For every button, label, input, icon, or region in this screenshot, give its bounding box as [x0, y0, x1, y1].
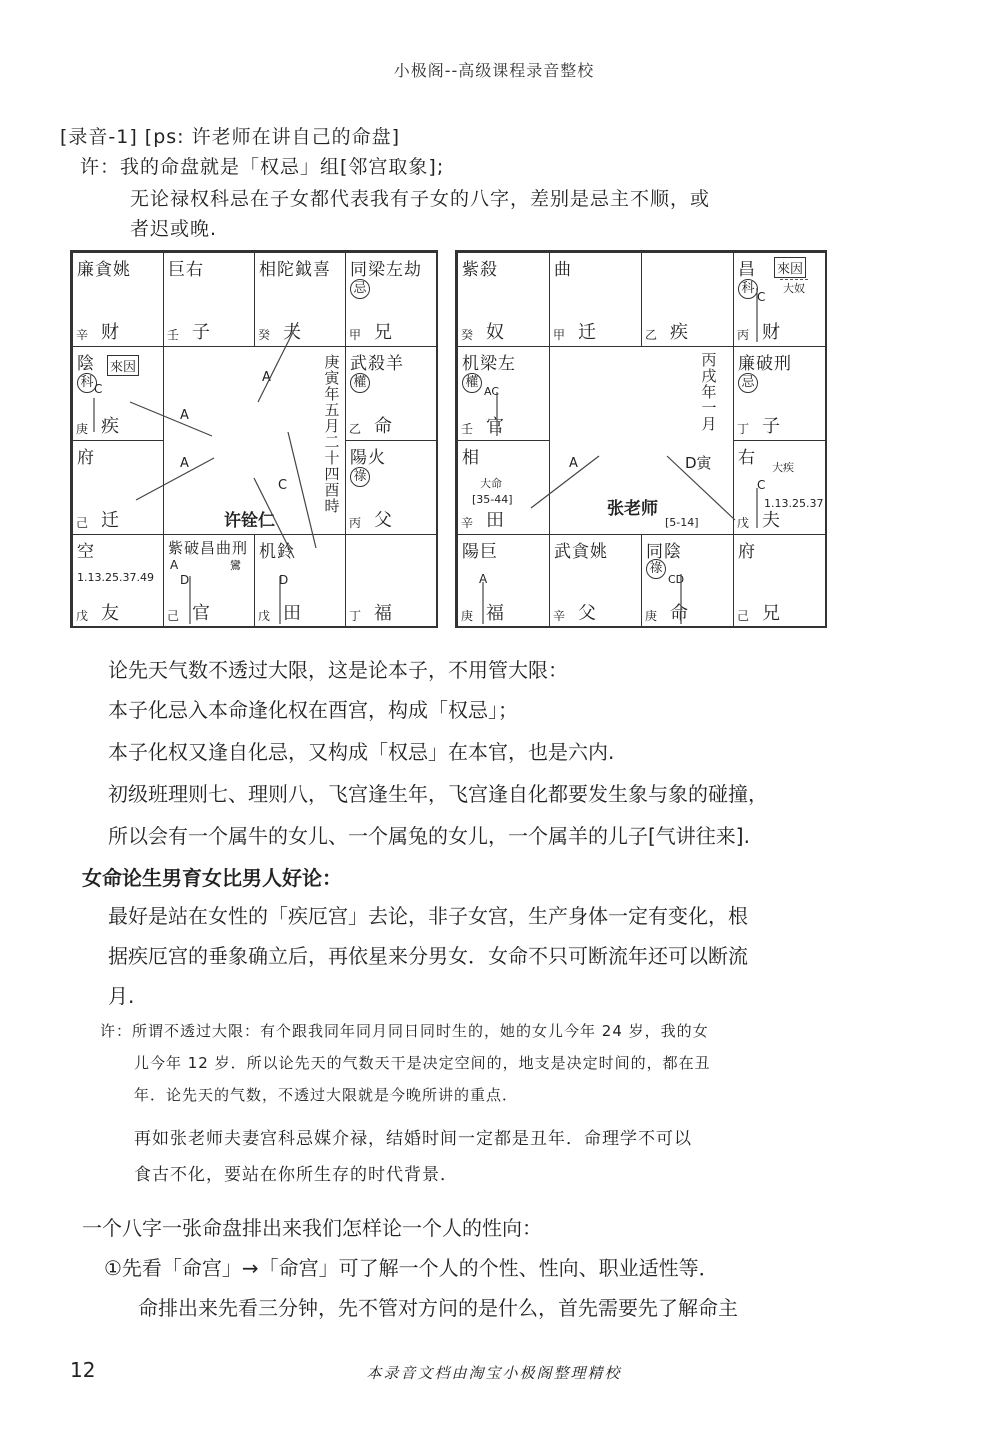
- page-number: 12: [70, 1358, 96, 1382]
- cell-palace: 财: [762, 322, 780, 343]
- cell-stars: 陽火: [350, 448, 386, 468]
- cell-palace: 福: [374, 603, 392, 624]
- chart-left-letter: A: [170, 558, 179, 572]
- cell-palace: 友: [101, 603, 119, 624]
- cell-stars: 机梁左: [462, 354, 516, 374]
- cell-palace: 奴: [486, 322, 504, 343]
- cell-stem: 丙: [349, 516, 362, 530]
- cell-stars: 武貪姚: [554, 542, 608, 562]
- body-p1: 论先天气数不透过大限，这是论本子，不用管大限：: [108, 658, 568, 682]
- body-p6: 最好是站在女性的「疾厄宫」去论，非子女宫，生产身体一定有变化，根: [108, 904, 748, 928]
- cell-palace: 疾: [101, 416, 119, 437]
- intro-line-4: 者迟或晚.: [130, 218, 218, 240]
- cell-stars: 紫破昌曲刑: [168, 539, 249, 557]
- chart-left-letter: A: [180, 408, 189, 423]
- hua-ke-icon: 科: [738, 279, 758, 299]
- chart-left-letter: D: [279, 573, 289, 587]
- cell-note: CD: [668, 573, 685, 586]
- cell-stem: 辛: [461, 516, 474, 530]
- cell-dashed-label: 大奴: [780, 279, 808, 296]
- cell-stars: 空: [77, 542, 95, 562]
- chart-left-letter: A: [180, 456, 189, 471]
- intro-line-2: 许：我的命盘就是「权忌」组[邻宫取象];: [80, 156, 445, 178]
- chart-left-date: 庚寅年五月二十四酉時: [324, 353, 340, 515]
- cell-dashed-label: 大命: [480, 477, 502, 490]
- note-line-3: 年．论先天的气数，不透过大限就是今晚所讲的重点．: [134, 1086, 519, 1104]
- cell-stars: 右: [738, 448, 756, 468]
- cell-stars: 机鈴: [259, 542, 295, 562]
- chart-right-letter: C: [757, 290, 766, 304]
- body-p3: 本子化权又逢自化忌，又构成「权忌」在本官，也是六内.: [108, 740, 615, 764]
- cell-palace: 兄: [374, 322, 392, 343]
- body-p2: 本子化忌入本命逢化权在酉宫，构成「权忌」；: [108, 698, 518, 722]
- body-p11: 命排出来先看三分钟，先不管对方问的是什么，首先需要先了解命主: [138, 1296, 738, 1320]
- chart-left-name: 许铨仁: [224, 511, 275, 531]
- cell-stem: 乙: [349, 422, 362, 436]
- cell-stem: 壬: [167, 328, 180, 342]
- footer-text: 本录音文档由淘宝小极阁整理精校: [366, 1364, 622, 1382]
- cell-palace: 田: [283, 603, 301, 624]
- cell-palace: 田: [486, 510, 504, 531]
- cell-palace: 官: [486, 416, 504, 437]
- chart-right-date-2: D寅: [685, 454, 712, 472]
- cell-stem: 丙: [737, 328, 750, 342]
- cell-sub: 鸞: [230, 559, 241, 572]
- cell-stem: 己: [167, 609, 180, 623]
- cell-stem: 甲: [553, 328, 566, 342]
- chart-left-letter: D: [180, 573, 190, 587]
- cell-box-label: 來因: [107, 355, 139, 376]
- body-p8: 月.: [108, 984, 135, 1008]
- chart-right-arrows: [457, 252, 829, 630]
- chart-right-letter: A: [479, 572, 488, 586]
- cell-palace: 父: [578, 603, 596, 624]
- cell-stem: 己: [76, 516, 89, 530]
- cell-note: 1.13.25.37.49: [77, 571, 154, 584]
- cell-stem: 辛: [76, 328, 89, 342]
- cell-stars: 同梁左劫: [350, 260, 422, 280]
- chart-right: [455, 250, 827, 628]
- hua-quan-icon: 權: [350, 373, 370, 393]
- chart-left-arrows: [72, 252, 440, 630]
- hua-ji-icon: 忌: [350, 279, 370, 299]
- cell-palace: 迁: [101, 510, 119, 531]
- note-line-1: 许：所谓不透过大限：有个跟我同年同月同日同时生的，她的女儿今年 24 岁，我的女: [100, 1022, 709, 1040]
- body-p4: 初级班理则七、理则八，飞宫逢生年，飞宫逢自化都要发生象与象的碰撞，: [108, 782, 768, 806]
- cell-stars: 同陰: [646, 542, 682, 562]
- cell-stars: 昌: [738, 260, 756, 280]
- cell-palace: 迁: [578, 322, 596, 343]
- cell-stem: 庚: [76, 422, 89, 436]
- cell-box-label: 來因: [774, 257, 806, 278]
- cell-stars: 廉貪姚: [77, 260, 131, 280]
- cell-stem: 癸: [461, 328, 474, 342]
- cell-palace: 命: [374, 416, 392, 437]
- hua-lu-icon: 祿: [350, 467, 370, 487]
- cell-stars: 紫殺: [462, 260, 498, 280]
- cell-stars: 巨右: [168, 260, 204, 280]
- intro-line-1: [录音-1] [ps: 许老师在讲自己的命盘]: [60, 126, 401, 148]
- cell-palace: 财: [101, 322, 119, 343]
- chart-right-letter: A: [569, 456, 578, 471]
- cell-note: 1.13.25.37: [764, 497, 824, 510]
- cell-palace: 夫: [283, 322, 301, 343]
- cell-stars: 廉破刑: [738, 354, 792, 374]
- chart-right-letter: C: [757, 478, 766, 492]
- chart-left-letter: A: [262, 370, 271, 385]
- cell-palace: 兄: [762, 603, 780, 624]
- cell-stars: 陽巨: [462, 542, 498, 562]
- cell-stem: 癸: [258, 328, 271, 342]
- cell-stem: 戊: [258, 609, 271, 623]
- body-p9: 一个八字一张命盘排出来我们怎样论一个人的性向：: [82, 1216, 542, 1240]
- chart-right-name: 张老师: [607, 499, 658, 519]
- body-p10: ①先看「命宫」→「命宫」可了解一个人的个性、性向、职业适性等．: [104, 1256, 719, 1280]
- cell-stem: 乙: [645, 328, 658, 342]
- cell-palace: 子: [762, 416, 780, 437]
- cell-stem: 丁: [737, 422, 750, 436]
- chart-left-letter: C: [94, 382, 103, 396]
- chart-right-range: [5-14]: [665, 516, 699, 529]
- intro-line-3: 无论禄权科忌在子女都代表我有子女的八字，差别是忌主不顺，或: [130, 188, 711, 210]
- cell-stem: 戊: [737, 516, 750, 530]
- cell-palace: 父: [374, 510, 392, 531]
- cell-stem: 丁: [349, 609, 362, 623]
- hua-ke-icon: 科: [77, 373, 97, 393]
- cell-stem: 己: [737, 609, 750, 623]
- cell-stars: 相陀鉞喜: [259, 260, 331, 280]
- cell-palace: 子: [192, 322, 210, 343]
- hua-lu-icon: 祿: [646, 559, 666, 579]
- cell-stem: 甲: [349, 328, 362, 342]
- chart-left: [70, 250, 438, 628]
- cell-note: AC: [484, 385, 500, 398]
- chart-right-date: 丙戌年一月: [701, 351, 717, 433]
- chart-left-letter: C: [278, 478, 288, 493]
- cell-palace: 命: [670, 603, 688, 624]
- cell-palace: 福: [486, 603, 504, 624]
- body-heading: 女命论生男育女比男人好论：: [82, 866, 342, 890]
- cell-stars: 府: [77, 448, 95, 468]
- cell-dashed-label: 大疾: [772, 461, 794, 474]
- cell-stars: 武殺羊: [350, 354, 404, 374]
- cell-stars: 陰: [77, 354, 95, 374]
- cell-stem: 戊: [76, 609, 89, 623]
- hua-ji-icon: 忌: [738, 373, 758, 393]
- cell-stars: 府: [738, 542, 756, 562]
- cell-stem: 壬: [461, 422, 474, 436]
- cell-stars: 相: [462, 448, 480, 468]
- cell-stars: 曲: [554, 260, 572, 280]
- body-p5: 所以会有一个属牛的女儿、一个属兔的女儿，一个属羊的儿子[气讲往来].: [108, 824, 750, 848]
- cell-stem: 辛: [553, 609, 566, 623]
- body-p7: 据疾厄宫的垂象确立后，再依星来分男女．女命不只可断流年还可以断流: [108, 944, 748, 968]
- cell-palace: 官: [192, 603, 210, 624]
- cell-palace: 夫: [762, 510, 780, 531]
- hua-quan-icon: 權: [462, 373, 482, 393]
- cell-palace: 疾: [670, 322, 688, 343]
- cell-stem: 庚: [461, 609, 474, 623]
- cell-range: [35-44]: [472, 493, 513, 506]
- note-line-2: 儿今年 12 岁．所以论先天的气数天干是决定空间的，地支是决定时间的，都在丑: [134, 1054, 711, 1072]
- note-line-5: 食古不化，要站在你所生存的时代背景．: [134, 1165, 458, 1185]
- page-header: 小极阁--高级课程录音整校: [393, 61, 595, 80]
- note-line-4: 再如张老师夫妻宫科忌媒介禄，结婚时间一定都是丑年．命理学不可以: [134, 1129, 692, 1149]
- cell-stem: 庚: [645, 609, 658, 623]
